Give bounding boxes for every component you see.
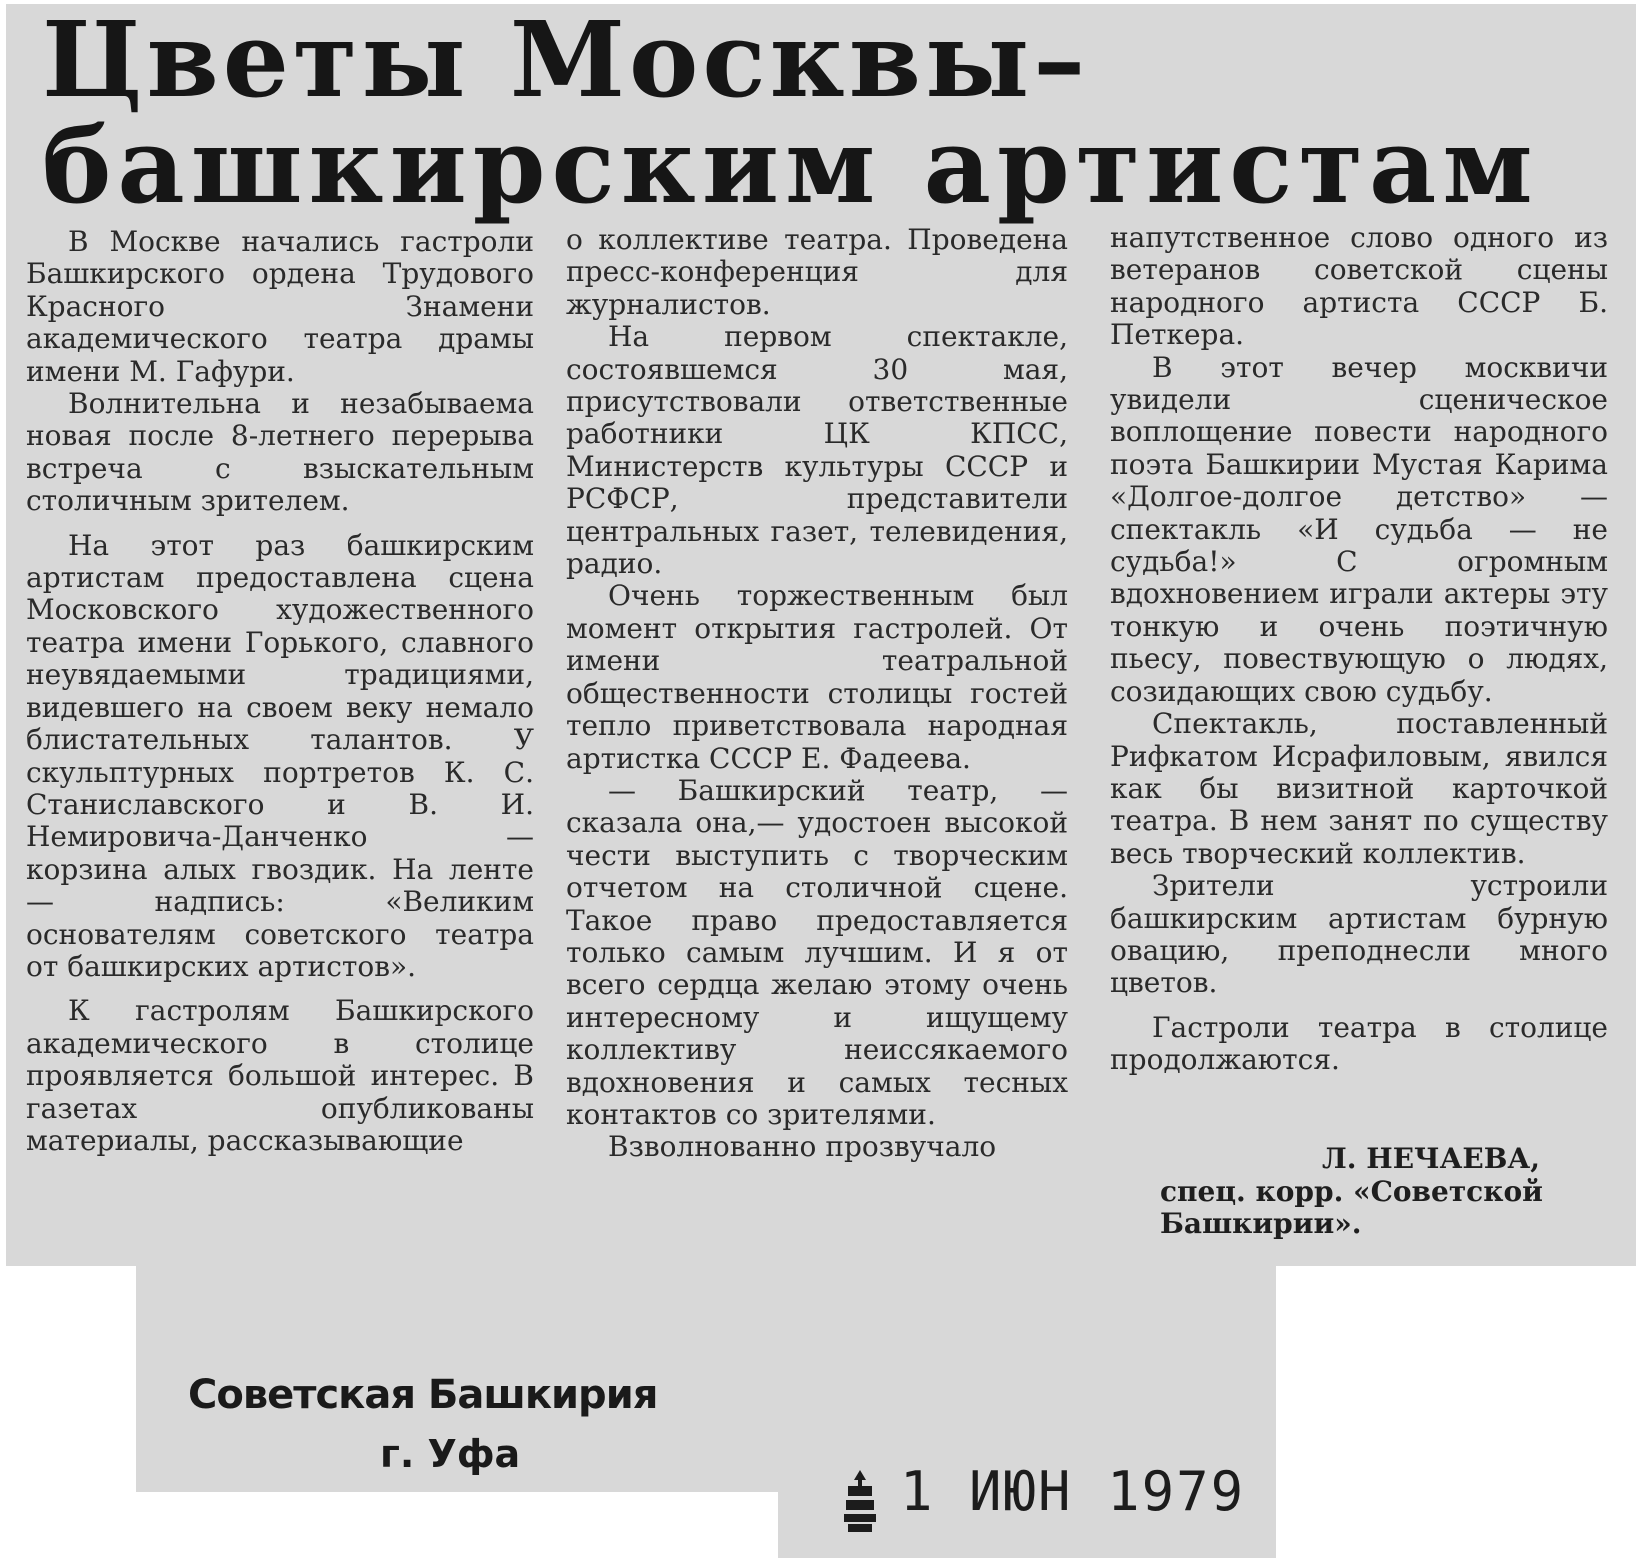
paragraph: На первом спектакле, состоявшемся 30 мая, присутствовали ответственные работники ЦК КПСС, Министерств культуры СССР и РСФСР, представители центральных газет, телевидения, радио. xyxy=(566,320,1068,581)
stamp-date: 1 ИЮН 1979 xyxy=(900,1460,1246,1523)
article-column-2 xyxy=(566,224,1068,1164)
headline-line-2: башкирским артистам xyxy=(42,104,1539,227)
paragraph: В Москве начались гастроли Башкирского ордена Трудового Красного Знамени академического театра драмы имени М. Гафури. xyxy=(26,225,534,388)
stamp-emblem-icon xyxy=(838,1466,882,1536)
stamp-publication: Советская Башкирия xyxy=(188,1372,658,1418)
article-column-1 xyxy=(26,226,534,1157)
paragraph: Взволнованно прозвучало xyxy=(608,1130,997,1164)
byline-author: Л. НЕЧАЕВА, xyxy=(1322,1142,1540,1175)
paragraph: Зрители устроили башкирским артистам бурную овацию, преподнесли много цветов. xyxy=(1110,869,1608,1000)
paragraph: В этот вечер москвичи увидели сценическое воплощение повести народного поэта Башкирии Мустая Карима «Долгое-долгое детство» — спектакль «И судьба — не судьба!» С огромным вдохновением играли актеры эту тонкую и очень поэтичную пьесу, повествующую о людях, созидающих свою судьбу. xyxy=(1110,350,1608,708)
headline-line-1: Цветы Москвы– xyxy=(42,0,1090,121)
paragraph: — Башкирский театр, — сказала она,— удостоен высокой чести выступить с творческим отчетом на столичной сцене. Такое право предоставляется только самым лучшим. И я от всего сердца желаю этому очень интересному и ищущему коллективу неиссякаемого вдохновения и самых тесных контактов со зрителями. xyxy=(566,773,1068,1131)
paragraph: К гастролям Башкирского академического в столице проявляется большой интерес. В газетах опубликованы материалы, рассказывающие xyxy=(26,994,534,1157)
paragraph: Очень торжественным был момент открытия гастролей. От имени театральной общественности столицы гостей тепло приветствовала народная артистка СССР Е. Фадеева. xyxy=(566,579,1068,775)
paragraph: Спектакль, поставленный Рифкатом Исрафиловым, явился как бы визитной карточкой театра. В нем занят по существу весь творческий коллектив. xyxy=(1110,707,1608,870)
article-column-3 xyxy=(1110,222,1608,1077)
paragraph: На этот раз башкирским артистам предоставлена сцена Московского художественного театра имени Горького, славного неувядаемыми традициями, видевшего на своем веку немало блистательных талантов. У скульптурных портретов К. С. Станиславского и В. И. Немировича-Данченко — корзина алых гвоздик. На ленте — надпись: «Великим основателям советского театра от башкирских артистов». xyxy=(26,528,534,983)
paragraph: напутственное слово одного из ветеранов советской сцены народного артиста СССР Б. Петкера. xyxy=(1110,221,1608,352)
byline-role: спец. корр. «Советской Башкирии». xyxy=(1160,1175,1543,1240)
paragraph: Волнительна и незабываема новая после 8-летнего перерыва встреча с взыскательным столичным зрителем. xyxy=(26,387,534,518)
paragraph: Гастроли театра в столице продолжаются. xyxy=(1110,1010,1608,1077)
stamp-city: г. Уфа xyxy=(380,1432,521,1476)
paragraph: о коллективе театра. Проведена пресс-конференция для журналистов. xyxy=(566,223,1068,321)
